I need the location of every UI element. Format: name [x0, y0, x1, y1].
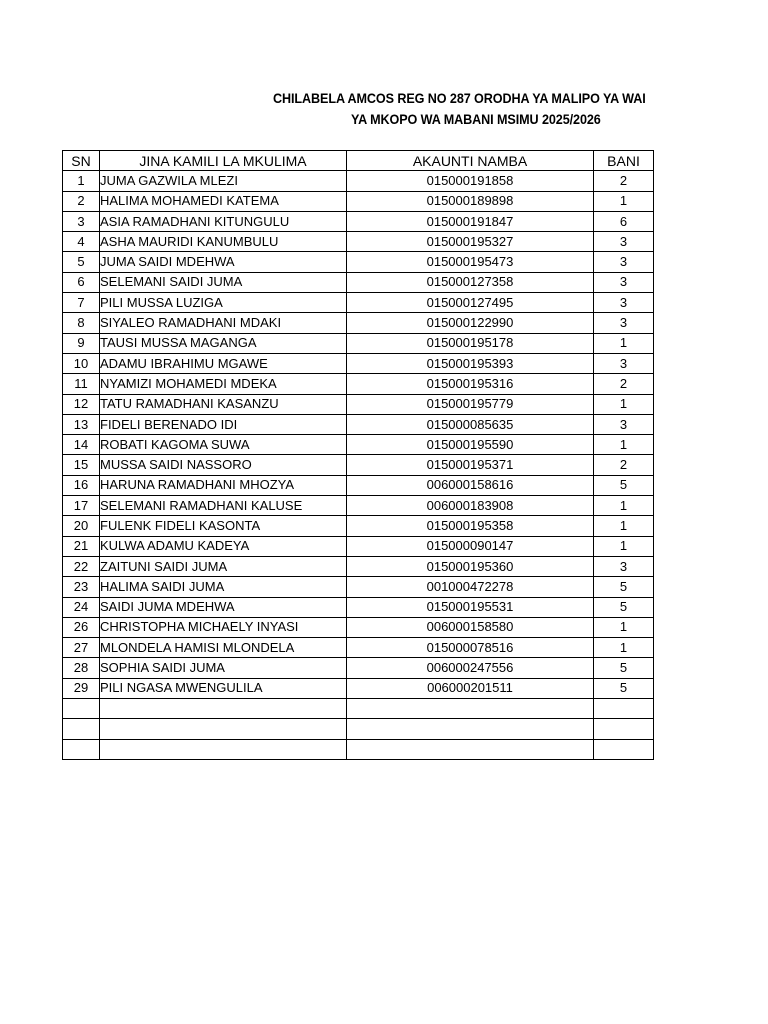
cell-account: 001000472278 [347, 577, 594, 597]
cell-account: 015000195779 [347, 394, 594, 414]
cell-name: TATU RAMADHANI KASANZU [100, 394, 347, 414]
empty-cell [347, 719, 594, 739]
cell-name: MUSSA SAIDI NASSORO [100, 455, 347, 475]
cell-bani: 6 [594, 211, 654, 231]
cell-bani: 3 [594, 293, 654, 313]
cell-account: 015000195371 [347, 455, 594, 475]
table-row [63, 191, 654, 211]
cell-name: HALIMA MOHAMEDI KATEMA [100, 191, 347, 211]
cell-bani: 5 [594, 577, 654, 597]
cell-account: 015000085635 [347, 414, 594, 434]
cell-name: FULENK FIDELI KASONTA [100, 516, 347, 536]
cell-bani: 1 [594, 617, 654, 637]
cell-bani: 2 [594, 171, 654, 191]
table-row [63, 455, 654, 475]
cell-name: FIDELI BERENADO IDI [100, 414, 347, 434]
cell-account: 015000122990 [347, 313, 594, 333]
empty-table-row [63, 719, 654, 739]
cell-sn: 21 [63, 536, 100, 556]
table-row [63, 536, 654, 556]
cell-name: HARUNA RAMADHANI MHOZYA [100, 475, 347, 495]
table-row [63, 516, 654, 536]
cell-sn: 20 [63, 516, 100, 536]
cell-bani: 3 [594, 232, 654, 252]
cell-bani: 3 [594, 556, 654, 576]
cell-name: PILI MUSSA LUZIGA [100, 293, 347, 313]
cell-sn: 4 [63, 232, 100, 252]
document-title-line-2: YA MKOPO WA MABANI MSIMU 2025/2026 [351, 111, 601, 127]
cell-bani: 3 [594, 353, 654, 373]
cell-account: 015000195360 [347, 556, 594, 576]
empty-cell [63, 719, 100, 739]
table-row [63, 333, 654, 353]
cell-account: 015000191858 [347, 171, 594, 191]
cell-bani: 2 [594, 374, 654, 394]
table-row [63, 232, 654, 252]
cell-account: 006000158616 [347, 475, 594, 495]
cell-account: 015000195316 [347, 374, 594, 394]
empty-cell [594, 699, 654, 719]
table-row [63, 556, 654, 576]
cell-name: JUMA GAZWILA MLEZI [100, 171, 347, 191]
cell-name: JUMA SAIDI MDEHWA [100, 252, 347, 272]
table-row [63, 496, 654, 516]
cell-bani: 3 [594, 414, 654, 434]
cell-account: 015000195393 [347, 353, 594, 373]
cell-sn: 7 [63, 293, 100, 313]
cell-account: 015000195590 [347, 435, 594, 455]
cell-account: 015000195358 [347, 516, 594, 536]
empty-cell [347, 699, 594, 719]
cell-sn: 9 [63, 333, 100, 353]
cell-name: SOPHIA SAIDI JUMA [100, 658, 347, 678]
cell-bani: 1 [594, 435, 654, 455]
cell-name: SIYALEO RAMADHANI MDAKI [100, 313, 347, 333]
cell-name: TAUSI MUSSA MAGANGA [100, 333, 347, 353]
cell-bani: 3 [594, 252, 654, 272]
cell-sn: 28 [63, 658, 100, 678]
cell-bani: 1 [594, 536, 654, 556]
cell-sn: 5 [63, 252, 100, 272]
cell-name: MLONDELA HAMISI MLONDELA [100, 638, 347, 658]
empty-cell [347, 739, 594, 759]
cell-account: 015000195327 [347, 232, 594, 252]
table-row [63, 353, 654, 373]
cell-name: ASHA MAURIDI KANUMBULU [100, 232, 347, 252]
table-row [63, 414, 654, 434]
cell-name: NYAMIZI MOHAMEDI MDEKA [100, 374, 347, 394]
cell-name: ROBATI KAGOMA SUWA [100, 435, 347, 455]
cell-sn: 2 [63, 191, 100, 211]
cell-sn: 29 [63, 678, 100, 698]
cell-account: 006000201511 [347, 678, 594, 698]
cell-sn: 11 [63, 374, 100, 394]
empty-cell [63, 739, 100, 759]
empty-cell [594, 739, 654, 759]
cell-sn: 14 [63, 435, 100, 455]
header-name: JINA KAMILI LA MKULIMA [100, 151, 347, 171]
cell-account: 015000195178 [347, 333, 594, 353]
table-row [63, 313, 654, 333]
empty-cell [594, 719, 654, 739]
document-title-line-1: CHILABELA AMCOS REG NO 287 ORODHA YA MALIPO YA WAI [273, 90, 646, 106]
table-row [63, 435, 654, 455]
table-row [63, 394, 654, 414]
table-row [63, 678, 654, 698]
cell-account: 006000183908 [347, 496, 594, 516]
cell-sn: 1 [63, 171, 100, 191]
cell-bani: 3 [594, 272, 654, 292]
payment-list-table [62, 150, 654, 760]
cell-name: PILI NGASA MWENGULILA [100, 678, 347, 698]
cell-sn: 17 [63, 496, 100, 516]
cell-account: 015000189898 [347, 191, 594, 211]
cell-account: 015000127495 [347, 293, 594, 313]
cell-bani: 1 [594, 191, 654, 211]
table-row [63, 272, 654, 292]
table-row [63, 171, 654, 191]
cell-sn: 3 [63, 211, 100, 231]
empty-cell [100, 699, 347, 719]
table-row [63, 252, 654, 272]
cell-account: 006000247556 [347, 658, 594, 678]
cell-bani: 2 [594, 455, 654, 475]
cell-sn: 26 [63, 617, 100, 637]
cell-bani: 3 [594, 313, 654, 333]
cell-bani: 1 [594, 516, 654, 536]
cell-name: HALIMA SAIDI JUMA [100, 577, 347, 597]
empty-cell [100, 719, 347, 739]
empty-cell [100, 739, 347, 759]
table-row [63, 293, 654, 313]
cell-sn: 13 [63, 414, 100, 434]
cell-sn: 15 [63, 455, 100, 475]
table-row [63, 617, 654, 637]
table-row [63, 577, 654, 597]
cell-name: SAIDI JUMA MDEHWA [100, 597, 347, 617]
cell-name: ASIA RAMADHANI KITUNGULU [100, 211, 347, 231]
cell-sn: 22 [63, 556, 100, 576]
cell-name: SELEMANI RAMADHANI KALUSE [100, 496, 347, 516]
empty-table-row [63, 699, 654, 719]
cell-name: CHRISTOPHA MICHAELY INYASI [100, 617, 347, 637]
cell-sn: 27 [63, 638, 100, 658]
cell-account: 015000191847 [347, 211, 594, 231]
header-account: AKAUNTI NAMBA [347, 151, 594, 171]
empty-cell [63, 699, 100, 719]
cell-bani: 1 [594, 394, 654, 414]
cell-sn: 12 [63, 394, 100, 414]
table-row [63, 374, 654, 394]
cell-sn: 23 [63, 577, 100, 597]
cell-sn: 24 [63, 597, 100, 617]
header-bani: BANI [594, 151, 654, 171]
cell-bani: 1 [594, 333, 654, 353]
cell-name: ADAMU IBRAHIMU MGAWE [100, 353, 347, 373]
cell-account: 015000127358 [347, 272, 594, 292]
cell-sn: 16 [63, 475, 100, 495]
cell-account: 015000078516 [347, 638, 594, 658]
cell-sn: 10 [63, 353, 100, 373]
table-row [63, 638, 654, 658]
cell-sn: 8 [63, 313, 100, 333]
cell-sn: 6 [63, 272, 100, 292]
cell-account: 006000158580 [347, 617, 594, 637]
empty-table-row [63, 739, 654, 759]
cell-bani: 5 [594, 597, 654, 617]
table-header-row [63, 151, 654, 171]
table-row [63, 475, 654, 495]
header-sn: SN [63, 151, 100, 171]
table-body [63, 171, 654, 760]
table-row [63, 597, 654, 617]
cell-bani: 5 [594, 475, 654, 495]
cell-bani: 5 [594, 658, 654, 678]
cell-bani: 1 [594, 496, 654, 516]
cell-bani: 5 [594, 678, 654, 698]
cell-name: SELEMANI SAIDI JUMA [100, 272, 347, 292]
cell-name: KULWA ADAMU KADEYA [100, 536, 347, 556]
table-row [63, 658, 654, 678]
cell-account: 015000195473 [347, 252, 594, 272]
cell-bani: 1 [594, 638, 654, 658]
cell-account: 015000195531 [347, 597, 594, 617]
cell-account: 015000090147 [347, 536, 594, 556]
table-row [63, 211, 654, 231]
cell-name: ZAITUNI SAIDI JUMA [100, 556, 347, 576]
